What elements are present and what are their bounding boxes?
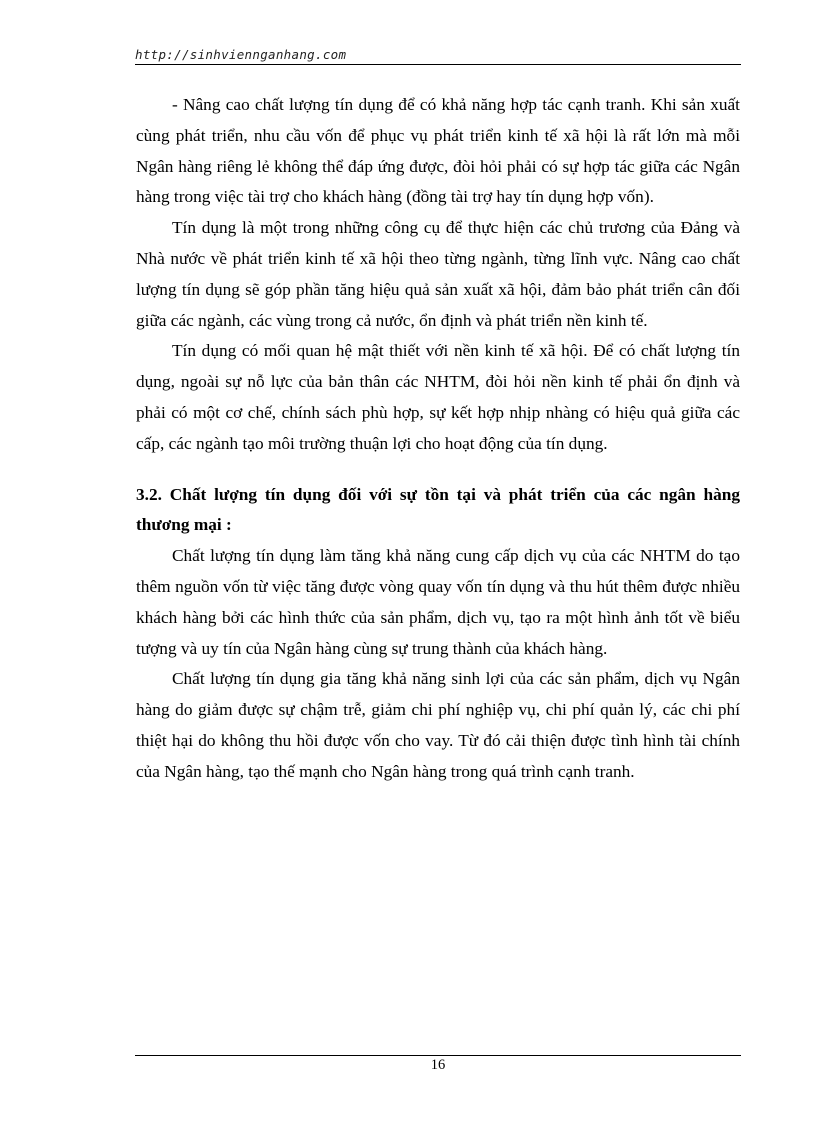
page-number: 16 <box>430 1057 446 1073</box>
paragraph-2: Tín dụng là một trong những công cụ để thực hiện các chủ trương của Đảng và Nhà nước về phát triển kinh tế xã hội theo từng ngành, từng lĩnh vực. Nâng cao chất lượng tín dụng sẽ góp phần tăng hiệu quả sản xuất xã hội, đảm bảo phát triển cân đối giữa các ngành, các vùng trong cả nước, ổn định và phát triển nền kinh tế. <box>136 218 740 330</box>
section-heading: 3.2. Chất lượng tín dụng đối với sự tồn tại và phát triển của các ngân hàng thương mại : <box>136 484 740 535</box>
paragraph-1: - Nâng cao chất lượng tín dụng để có khả năng hợp tác cạnh tranh. Khi sản xuất cùng phát triển, nhu cầu vốn để phục vụ phát triển kinh tế xã hội là rất lớn mà mỗi Ngân hàng riêng lẻ không thể đáp ứng được, đòi hỏi phải có sự hợp tác giữa các Ngân hàng trong việc tài trợ cho khách hàng (đồng tài trợ hay tín dụng hợp vốn). <box>136 95 740 207</box>
page-content <box>136 90 740 788</box>
header-rule <box>135 64 741 65</box>
paragraph-5: Chất lượng tín dụng gia tăng khả năng sinh lợi của các sản phẩm, dịch vụ Ngân hàng do giảm được sự chậm trễ, giảm chi phí nghiệp vụ, chi phí quản lý, các chi phí thiệt hại do không thu hồi được vốn cho vay. Từ đó cải thiện được tình hình tài chính của Ngân hàng, tạo thế mạnh cho Ngân hàng trong quá trình cạnh tranh. <box>136 669 740 781</box>
paragraph-3: Tín dụng có mối quan hệ mật thiết với nền kinh tế xã hội. Để có chất lượng tín dụng, ngoài sự nỗ lực của bản thân các NHTM, đòi hỏi nền kinh tế phải ổn định và phải có một cơ chế, chính sách phù hợp, sự kết hợp nhịp nhàng có hiệu quả giữa các cấp, các ngành tạo môi trường thuận lợi cho hoạt động của tín dụng. <box>136 341 740 453</box>
paragraph-4: Chất lượng tín dụng làm tăng khả năng cung cấp dịch vụ của các NHTM do tạo thêm nguồn vốn từ việc tăng được vòng quay vốn tín dụng và thu hút thêm được nhiều khách hàng bởi các hình thức của sản phẩm, dịch vụ, tạo ra một hình ảnh tốt về biểu tượng và uy tín của Ngân hàng cùng sự trung thành của khách hàng. <box>136 546 740 658</box>
footer-rule <box>135 1055 741 1056</box>
page-header-url: http://sinhviennganhang.com <box>135 47 347 62</box>
